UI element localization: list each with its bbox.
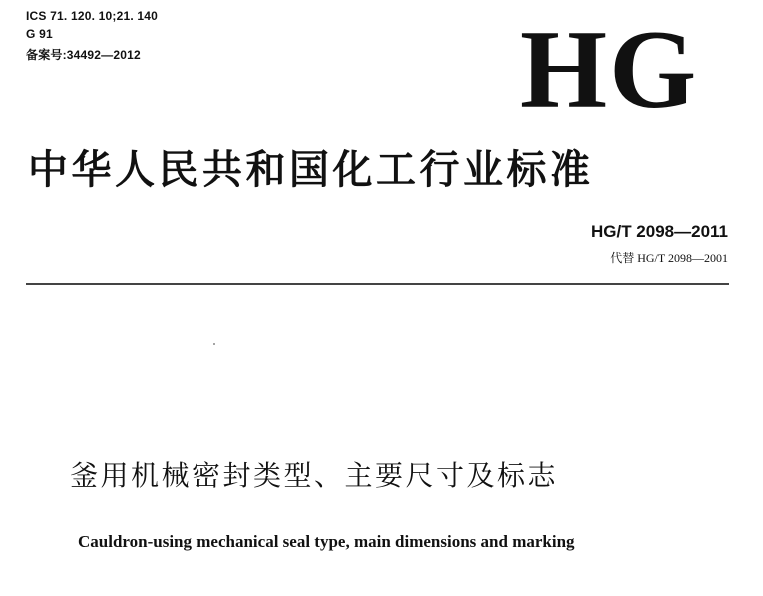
standard-number: HG/T 2098—2011 [590,222,728,241]
record-number: 备案号:34492—2012 [26,48,141,62]
header-divider [26,283,729,285]
ics-code: ICS 71. 120. 10;21. 140 [26,9,159,23]
scan-speck [213,343,215,345]
document-title-chinese: 釜用机械密封类型、主要尺寸及标志 [70,459,559,492]
hg-logo: HG [520,8,699,132]
document-title-english: Cauldron-using mechanical seal type, main dimensions and marking [78,532,575,551]
replaces-standard: 代替 HG/T 2098—2001 [610,251,728,265]
ccs-code: G 91 [26,27,53,41]
standard-category-heading: 中华人民共和国化工行业标准 [28,147,594,193]
